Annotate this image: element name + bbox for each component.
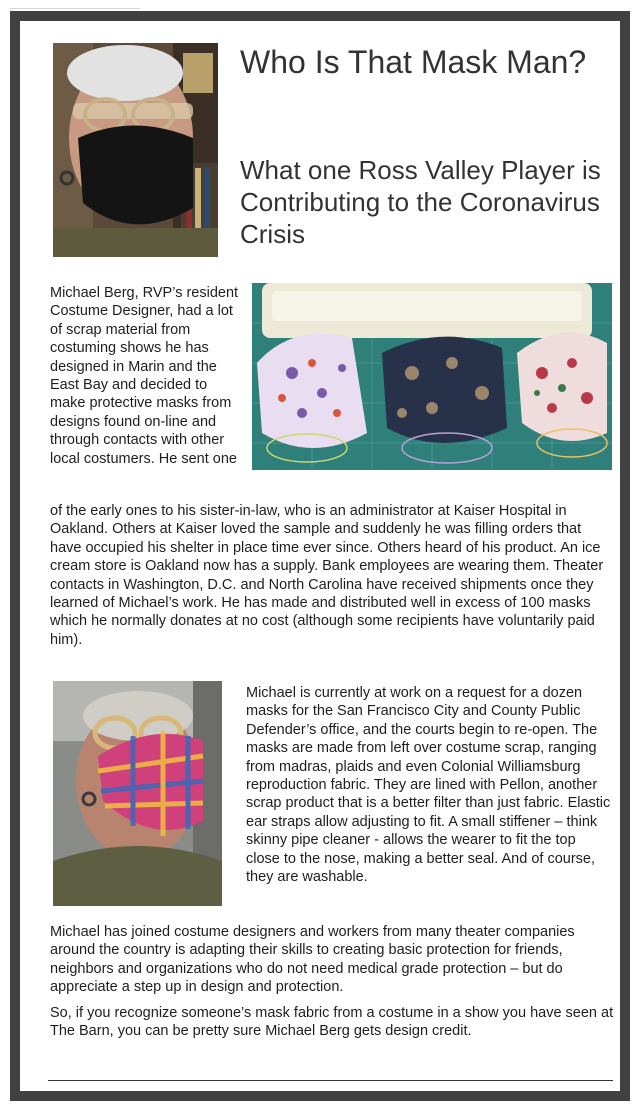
article-title: Who Is That Mask Man? bbox=[240, 44, 587, 80]
photo-man-black-mask bbox=[53, 43, 218, 257]
article-frame bbox=[10, 11, 630, 1101]
paragraph-1: Michael Berg, RVP’s resident Costume Designer, had a lot of scrap material from costuming shows he has designed in Marin and the East Bay and decided to make protective masks from designs found on-line and through contacts with other local costumers. He sent one bbox=[50, 285, 239, 467]
footer-rule bbox=[48, 1080, 613, 1081]
paragraph-3: Michael has joined costume designers and workers from many theater companies around the country is adapting their skills to creating basic protection for friends, neighbors and organizations who do not need medical grade protection – but do appreciate a step up in design and protection. bbox=[50, 924, 575, 996]
paragraph-2: Michael is currently at work on a request for a dozen masks for the San Francisco City and County Public Defender’s office, and the courts begin to re-open. The masks are made from left over costume scrap, ranging from madras, plaids and even Colonial Williamsburg reproduction fabric. They are lined with Pellon, another scrap product that is a better filter than just fabric. Elastic ear straps allow adjusting to fit. A small stiffener – think skinny pipe cleaner - allows the wearer to fit the top close to the nose, making a better seal. And of course, they are washable. bbox=[246, 685, 611, 886]
top-rule bbox=[10, 8, 140, 9]
paragraph-1-continued: of the early ones to his sister-in-law, who is an administrator at Kaiser Hospital in Oakland. Others at Kaiser loved the sample and suddenly he was filling orders that have occupied his shelter in place time ever since. Others heard of his product. An ice cream store is Oakland now has a supply. Bank employees are wearing them. Theater contacts in Washington, D.C. and North Carolina have received shipments once they learned of Michael’s work. He has made and distributed well in excess of 100 masks which he normally donates at no cost (although some recipients have voluntarily paid him). bbox=[50, 503, 604, 648]
photo-fabric-masks bbox=[252, 283, 612, 470]
paragraph-4: So, if you recognize someone’s mask fabric from a costume in a show you have seen at The Barn, you can be pretty sure Michael Berg gets design credit. bbox=[50, 1005, 614, 1040]
photo-man-plaid-mask bbox=[53, 681, 222, 906]
article-subtitle: What one Ross Valley Player is Contributing to the Coronavirus Crisis bbox=[240, 155, 601, 249]
